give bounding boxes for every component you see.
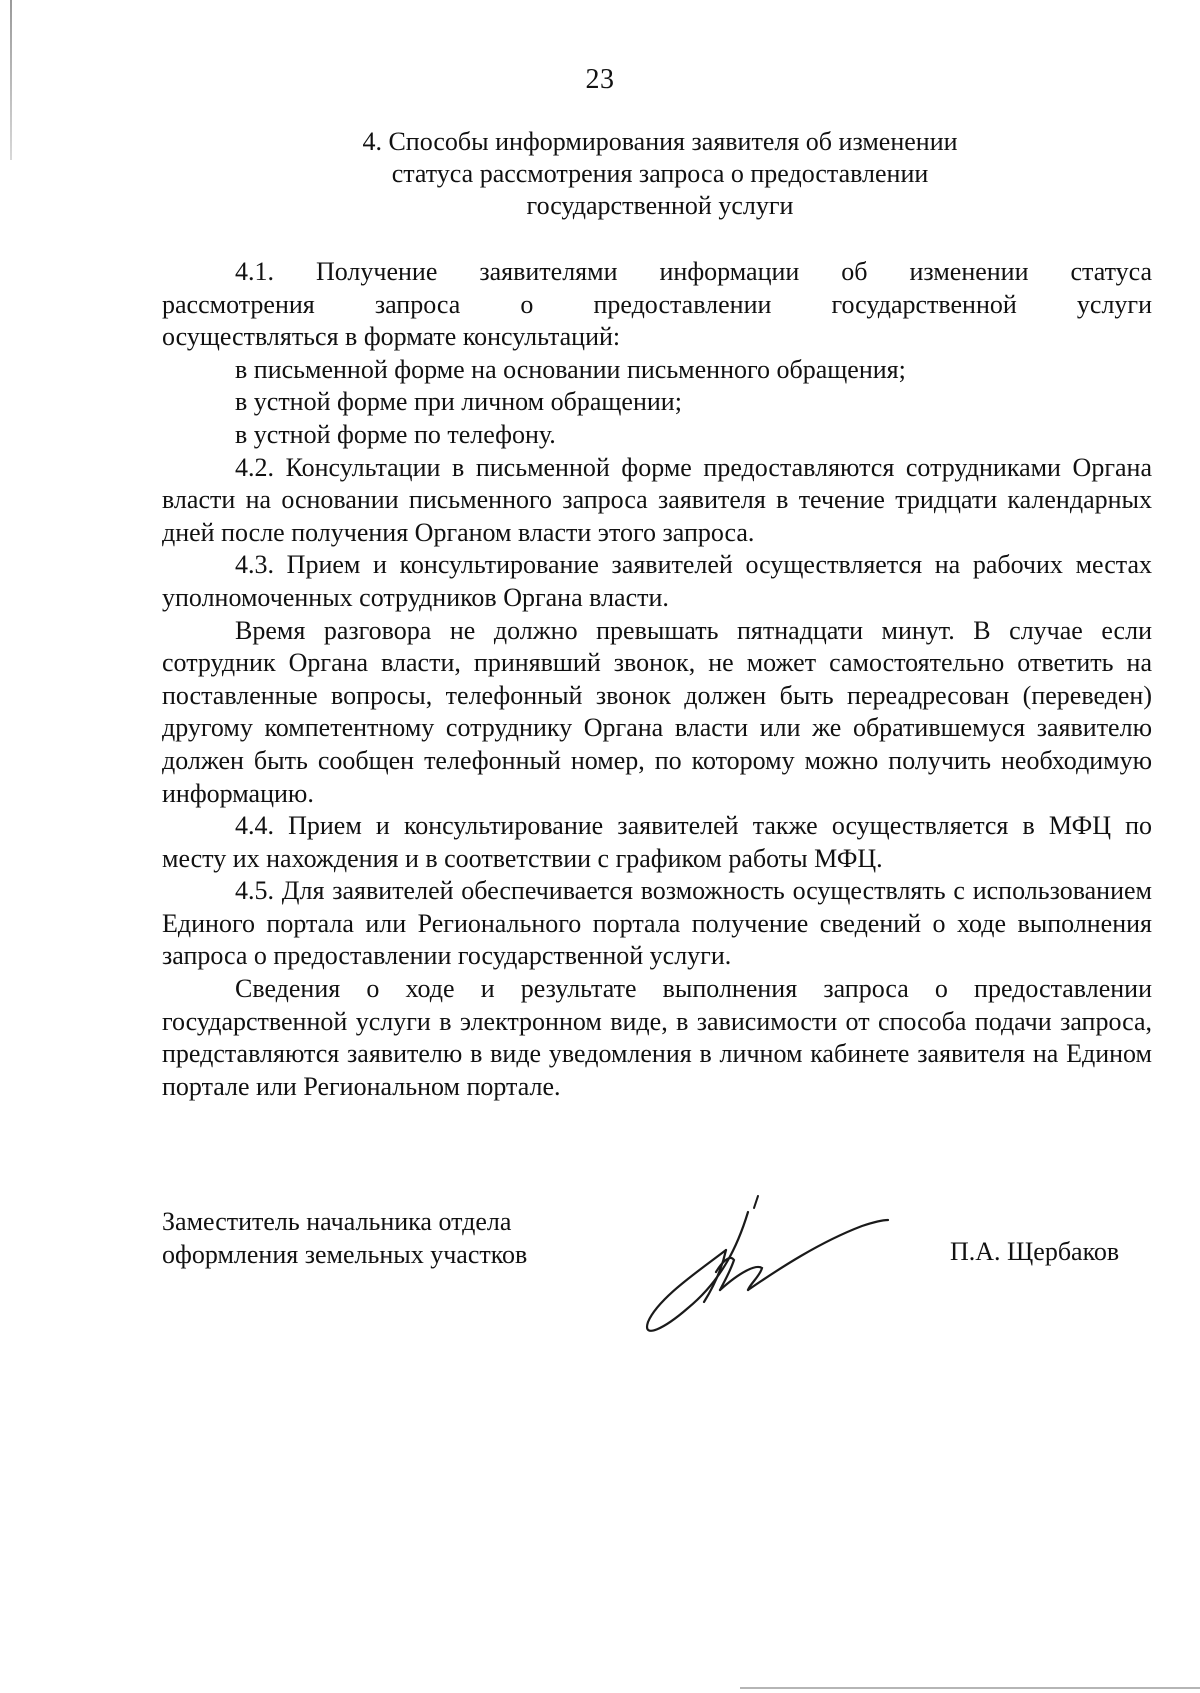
paragraph-call-duration: Время разговора не должно превышать пятнадцати минут. В случае если сотрудник Органа власти, принявший звонок, не может самостоятельно ответить на поставленные вопросы, телефонный звонок должен быть переадресован (переведен) другому компетентному сотруднику Органа власти или же обратившемуся заявителю должен быть сообщен телефонный номер, по которому можно получить необходимую информацию. — [162, 615, 1152, 808]
section-title-line: государственной услуги — [526, 191, 794, 220]
paragraph-line: 4.1. Получение заявителями информации об изменении статуса — [235, 257, 1152, 286]
scan-edge-bottom — [740, 1687, 1200, 1689]
signatory-name: П.А. Щербаков — [950, 1237, 1120, 1266]
signatory-position-line: Заместитель начальника отдела — [162, 1207, 512, 1236]
section-title-line: статуса рассмотрения запроса о предоставлении — [391, 159, 929, 188]
signatory-position-line: оформления земельных участков — [162, 1240, 528, 1269]
paragraph-4-3: 4.3. Прием и консультирование заявителей осуществляется на рабочих местах уполномоченных сотрудников Органа власти. — [162, 550, 1152, 612]
signatory-position — [162, 1205, 527, 1271]
paragraph-status-info: Сведения о ходе и результате выполнения запроса о предоставлении государственной услуги в электронном виде, в зависимости от способа подачи запроса, представляются заявителю в виде уведомления в личном кабинете заявителя на Едином портале или Региональном портале. — [162, 974, 1152, 1101]
paragraph-line: осуществляться в формате консультаций: — [162, 322, 621, 352]
paragraph-4-4: 4.4. Прием и консультирование заявителей также осуществляется в МФЦ по месту их нахождения и в соответствии с графиком работы МФЦ. — [162, 811, 1152, 873]
paragraph-4-2: 4.2. Консультации в письменной форме предоставляются сотрудниками Органа власти на основании письменного запроса заявителя в течение тридцати календарных дней после получения Органом власти этого запроса. — [162, 452, 1152, 547]
document-body — [162, 256, 1152, 1103]
handwritten-signature — [630, 1190, 930, 1350]
paragraph-4-5: 4.5. Для заявителей обеспечивается возможность осуществлять с использованием Единого портала или Регионального портала получение сведений о ходе выполнения запроса о предоставлении государственной услуги. — [162, 876, 1152, 971]
list-item-written: в письменной форме на основании письменного обращения; — [235, 354, 906, 384]
list-item-oral-personal: в устной форме при личном обращении; — [235, 387, 682, 417]
section-title — [230, 126, 1090, 222]
section-title-line: 4. Способы информирования заявителя об изменении — [362, 127, 958, 156]
paragraph-4-1 — [162, 256, 1152, 354]
page-number: 23 — [585, 64, 615, 95]
list-item-oral-phone: в устной форме по телефону. — [235, 419, 556, 449]
paragraph-line: рассмотрения запроса о предоставлении государственной услуги — [162, 289, 1152, 319]
